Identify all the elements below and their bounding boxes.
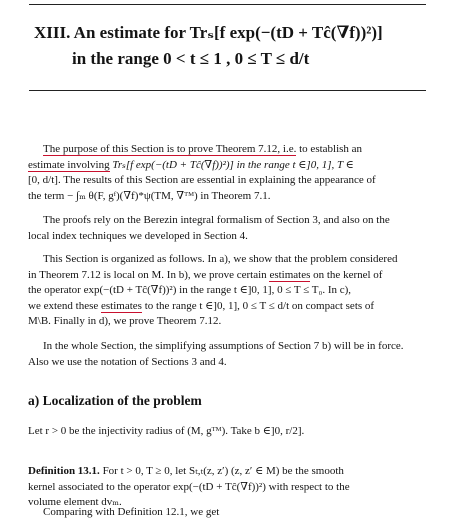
paragraph-purpose [28,142,428,204]
math-span: Trₛ[f exp(−(tD + Tĉ(∇f))²)] in the range t ∈]0, 1], T ∈ [109,158,354,171]
text-line: the term − ∫ₘ θ(F, gᶠ)(∇f)*ψ(TM, ∇ᵀᴹ) in Theorem 7.1. [28,189,271,202]
text-line: volume element dvₘ. [28,496,122,509]
heading-rule [29,90,426,91]
paragraph-injectivity [28,424,428,440]
section-heading-line-2: in the range 0 < t ≤ 1 , 0 ≤ T ≤ d/t [72,49,310,68]
paragraph-assumptions [28,339,428,370]
underlined-text: estimates [269,268,311,281]
text-line [28,158,428,174]
text-line: Comparing with Definition 12.1, we get [43,506,220,518]
text-line: The proofs rely on the Berezin integral formalism of Section 3, and also on the [43,214,390,226]
text-span: to establish an [296,143,363,155]
text-span: we extend these [28,299,101,312]
text-line [28,464,428,480]
paragraph-comparing [28,505,428,521]
text-line: M\B. Finally in d), we prove Theorem 7.12. [28,315,222,328]
text-line: Also we use the notation of Sections 3 and 4. [28,355,227,368]
underlined-text: The purpose of this Section is to prove Theorem 7.12, i.e. [43,143,297,155]
text-line: Let r > 0 be the injectivity radius of (M, gᵀᴹ). Take b ∈]0, r/2]. [28,425,305,437]
text-span: on the kernel of [310,268,383,281]
text-line: the operator exp(−(tD + Tĉ(∇f))²) in the range t ∈]0, 1], 0 ≤ T ≤ T₀. In c), [28,284,352,297]
text-line: This Section is organized as follows. In a), we show that the problem considered [43,253,398,265]
text-line: local index techniques we developed in Section 4. [28,229,248,242]
paragraph-proofs [28,213,428,244]
text-span: For t > 0, T ≥ 0, let Sₜ,ₜ(z, z′) (z, z′ ∈ M) be the smooth [99,465,344,477]
text-line [28,268,428,284]
definition-13-1 [28,464,428,511]
text-line [28,299,428,315]
text-span: to the range t ∈]0, 1], 0 ≤ T ≤ d/t on compact sets of [141,299,375,312]
section-heading-line-1: XIII. An estimate for Trₛ[f exp(−(tD + Tĉ(∇f))²)] [34,23,383,42]
underlined-text: estimates [101,299,142,312]
text-line: kernel associated to the operator exp(−(tD + Tĉ(∇f))²) with respect to the [28,480,350,493]
text-line: In the whole Section, the simplifying assumptions of Section 7 b) will be in force. [43,340,404,352]
text-span: in Theorem 7.12 is local on M. In b), we prove certain [28,268,270,281]
subsection-title: a) Localization of the problem [28,393,202,408]
underlined-text: estimate involving [28,158,110,171]
text-line: [0, d/t]. The results of this Section are essential in explaining the appearance of [28,174,376,187]
definition-label: Definition 13.1. [28,465,100,477]
text-line [28,142,428,158]
top-rule [29,4,426,5]
paragraph-organization [28,252,428,330]
